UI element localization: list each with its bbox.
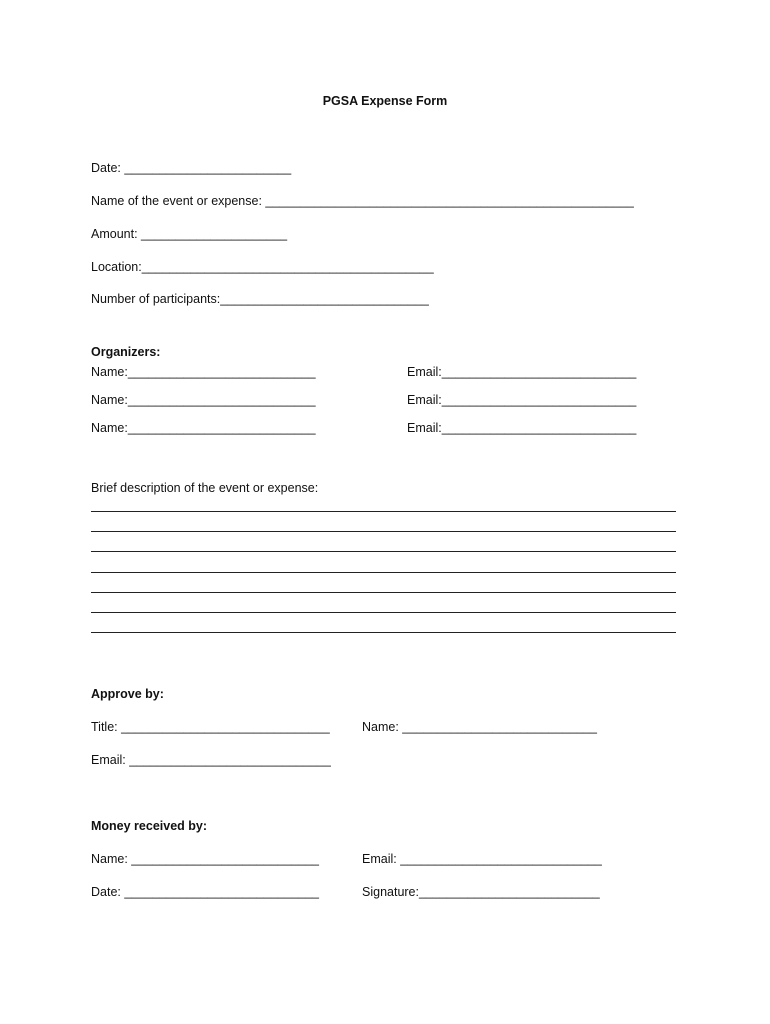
organizer-email-field[interactable]: Email:____________________________ (407, 421, 637, 435)
date-field[interactable]: Date: ________________________ (91, 161, 292, 175)
organizer-name-field[interactable]: Name:___________________________ (91, 421, 316, 435)
event-name-field[interactable]: Name of the event or expense: _____________________________________________________ (91, 194, 634, 208)
description-rule-line[interactable] (91, 592, 676, 593)
description-rule-line[interactable] (91, 572, 676, 573)
location-field[interactable]: Location:__________________________________________ (91, 260, 434, 274)
receiver-date-field[interactable]: Date: ____________________________ (91, 885, 320, 899)
description-rule-line[interactable] (91, 531, 676, 532)
receiver-name-field[interactable]: Name: ___________________________ (91, 852, 319, 866)
amount-field[interactable]: Amount: _____________________ (91, 227, 288, 241)
approve-heading: Approve by: (91, 687, 164, 701)
description-rule-line[interactable] (91, 612, 676, 613)
description-rule-line[interactable] (91, 632, 676, 633)
organizer-name-field[interactable]: Name:___________________________ (91, 393, 316, 407)
organizers-heading: Organizers: (91, 345, 161, 359)
description-rule-line[interactable] (91, 511, 676, 512)
description-label: Brief description of the event or expense: (91, 481, 319, 495)
organizer-email-field[interactable]: Email:____________________________ (407, 365, 637, 379)
organizer-name-field[interactable]: Name:___________________________ (91, 365, 316, 379)
receiver-signature-field[interactable]: Signature:__________________________ (362, 885, 600, 899)
money-received-heading: Money received by: (91, 819, 208, 833)
form-title: PGSA Expense Form (322, 94, 448, 108)
receiver-email-field[interactable]: Email: _____________________________ (362, 852, 602, 866)
approver-title-field[interactable]: Title: ______________________________ (91, 720, 330, 734)
description-rule-line[interactable] (91, 551, 676, 552)
organizer-email-field[interactable]: Email:____________________________ (407, 393, 637, 407)
approver-name-field[interactable]: Name: ____________________________ (362, 720, 597, 734)
participants-field[interactable]: Number of participants:______________________________ (91, 292, 429, 306)
approver-email-field[interactable]: Email: _____________________________ (91, 753, 331, 767)
